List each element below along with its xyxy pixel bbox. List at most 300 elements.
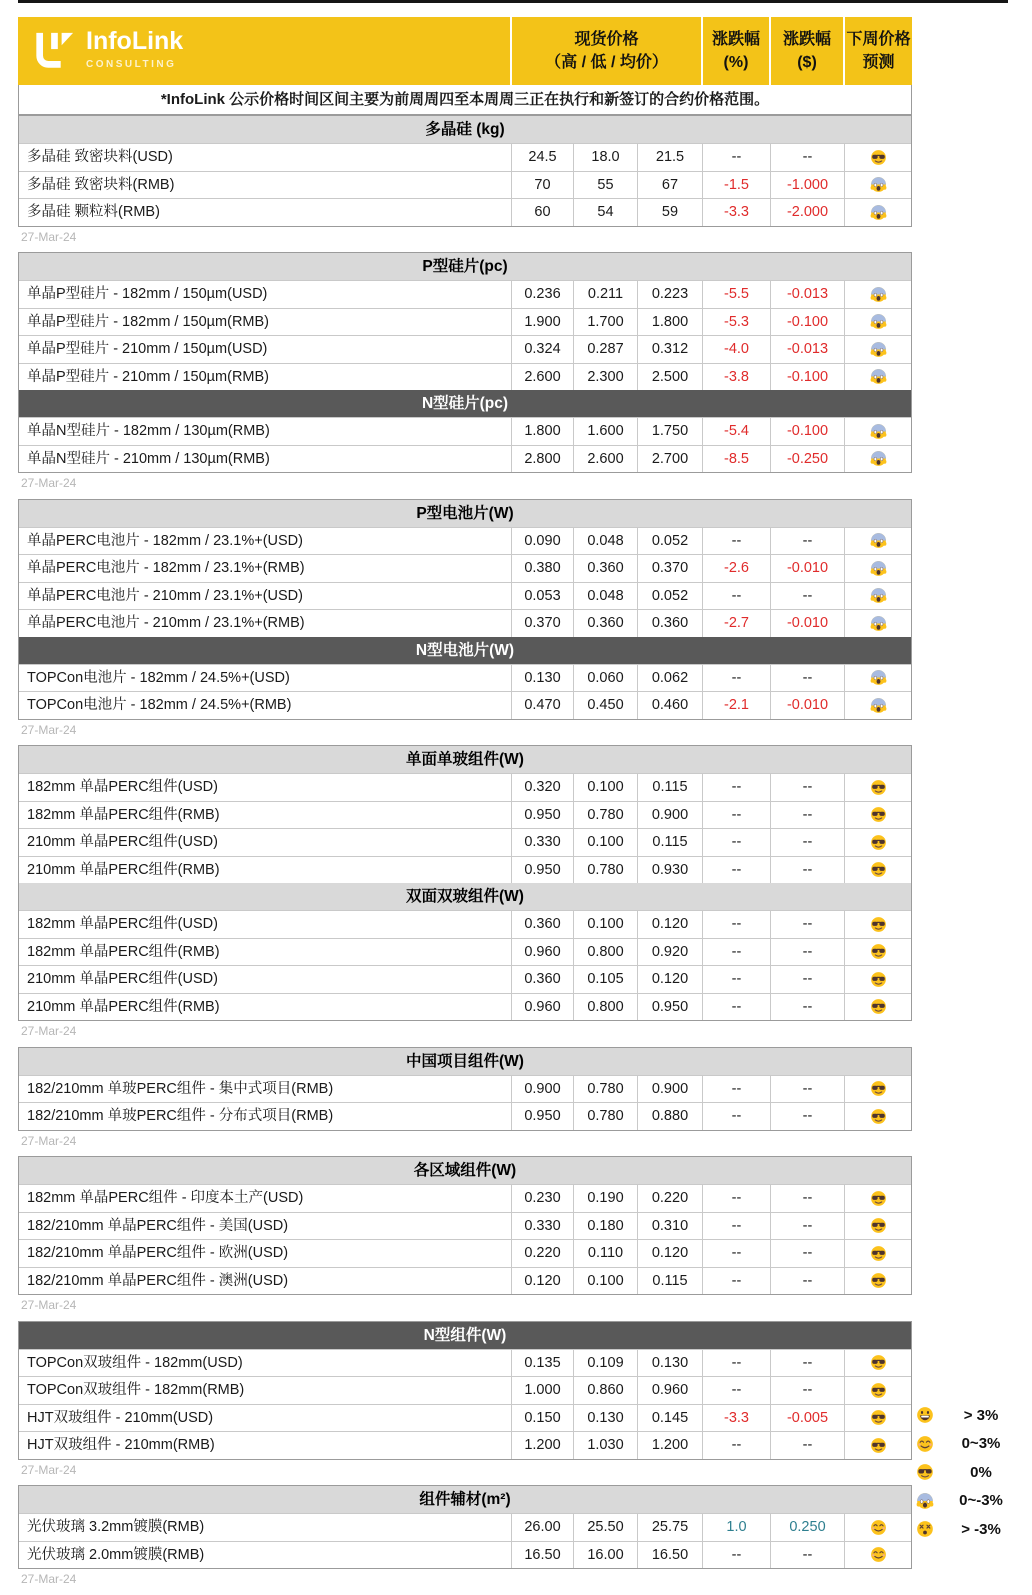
forecast-cell [844,665,911,692]
smiling-face-emoji-icon [870,1519,887,1536]
legend-label: 0~3% [961,1435,1001,1453]
price-row [19,856,911,884]
forecast-cell [844,528,911,555]
high-price: 2.600 [511,364,573,391]
price-row [19,1184,911,1212]
low-price: 0.287 [573,336,637,363]
legend-item [916,1430,1028,1459]
legend-label: 0~-3% [959,1492,1003,1510]
change-pct: -- [702,1240,770,1267]
spot-price-title: 现货价格 [574,30,639,48]
price-block [18,745,912,1021]
price-row [19,1431,911,1459]
change-usd: -- [770,583,844,610]
low-price: 0.060 [573,665,637,692]
product-label: 182/210mm 单晶PERC组件 - 澳洲(USD) [27,1272,289,1289]
section-header: P型硅片(pc) [19,253,911,280]
change-usd: -- [770,665,844,692]
section-header: N型硅片(pc) [19,390,911,417]
avg-price: 0.312 [637,336,702,363]
table-header [18,17,912,85]
section-header: N型组件(W) [19,1322,911,1349]
change-usd: -- [770,1542,844,1569]
price-row [19,1513,911,1541]
price-row [19,335,911,363]
price-block [18,115,912,227]
avg-price: 0.880 [637,1103,702,1130]
price-row [19,363,911,391]
change-usd: -0.100 [770,364,844,391]
screaming-face-emoji-icon [870,286,887,303]
high-price: 1.800 [511,418,573,445]
avg-price: 21.5 [637,144,702,171]
forecast-cell [844,1240,911,1267]
avg-price: 0.310 [637,1213,702,1240]
avg-price: 0.370 [637,555,702,582]
price-row [19,1102,911,1130]
price-table [18,17,912,1595]
change-usd: -- [770,857,844,884]
avg-price: 1.800 [637,309,702,336]
product-label: TOPCon电池片 - 182mm / 24.5%+(USD) [27,669,290,686]
change-usd: -- [770,1268,844,1295]
price-row [19,198,911,226]
change-usd: -- [770,1377,844,1404]
forecast-cell [844,1350,911,1377]
avg-price: 1.750 [637,418,702,445]
sunglasses-face-emoji-icon [870,1080,887,1097]
avg-price: 2.500 [637,364,702,391]
avg-price: 0.062 [637,665,702,692]
forecast-cell [844,1213,911,1240]
change-usd: -- [770,1213,844,1240]
price-row [19,910,911,938]
change-pct: -5.3 [702,309,770,336]
avg-price: 0.950 [637,994,702,1021]
low-price: 54 [573,199,637,226]
sunglasses-face-emoji-icon [870,1437,887,1454]
avg-price: 0.115 [637,774,702,801]
date-label: 27-Mar-24 [21,722,77,737]
forecast-cell [844,364,911,391]
forecast-cell [844,1432,911,1459]
change-pct: -- [702,1213,770,1240]
low-price: 1.030 [573,1432,637,1459]
date-label: 27-Mar-24 [21,1133,77,1148]
high-price: 0.470 [511,692,573,719]
forecast-cell [844,1542,911,1569]
avg-price: 0.145 [637,1405,702,1432]
price-row [19,417,911,445]
product-label: 182mm 单晶PERC组件(USD) [27,916,218,932]
legend-item [916,1458,1028,1487]
forecast-cell [844,829,911,856]
dizzy-face-emoji-icon [916,1520,934,1538]
sunglasses-face-emoji-icon [870,998,887,1015]
legend-label: > -3% [961,1520,1001,1538]
sunglasses-face-emoji-icon [870,1272,887,1289]
price-row [19,938,911,966]
change-pct: -- [702,857,770,884]
change-usd: -- [770,1350,844,1377]
smiling-face-emoji-icon [916,1435,934,1453]
price-sections [18,115,912,1595]
sunglasses-face-emoji-icon [870,971,887,988]
high-price: 26.00 [511,1514,573,1541]
change-pct: -- [702,1377,770,1404]
section-header: P型电池片(W) [19,500,911,527]
change-pct: -3.8 [702,364,770,391]
change-pct: -- [702,966,770,993]
forecast-cell [844,1377,911,1404]
change-pct: -- [702,829,770,856]
change-usd: -0.010 [770,692,844,719]
avg-price: 0.115 [637,829,702,856]
screaming-face-emoji-icon [870,697,887,714]
infolink-logo [18,17,510,85]
sunglasses-face-emoji-icon [870,149,887,166]
price-row [19,828,911,856]
forecast-cell [844,144,911,171]
low-price: 0.105 [573,966,637,993]
price-block [18,1156,912,1295]
product-label: 单晶P型硅片 - 182mm / 150µm(USD) [27,286,268,302]
avg-price: 0.115 [637,1268,702,1295]
forecast-cell [844,802,911,829]
sunglasses-face-emoji-icon [870,779,887,796]
price-row [19,664,911,692]
sunglasses-face-emoji-icon [870,1245,887,1262]
change-usd: -0.013 [770,336,844,363]
change-usd-subtitle: ($) [797,54,817,71]
avg-price: 0.920 [637,939,702,966]
price-row [19,1541,911,1569]
screaming-face-emoji-icon [870,423,887,440]
high-price: 1.000 [511,1377,573,1404]
forecast-cell [844,911,911,938]
avg-price: 25.75 [637,1514,702,1541]
product-label: 光伏玻璃 2.0mm镀膜(RMB) [27,1546,205,1563]
low-price: 0.780 [573,857,637,884]
sunglasses-face-emoji-icon [870,861,887,878]
product-label: TOPCon双玻组件 - 182mm(RMB) [27,1382,245,1398]
avg-price: 67 [637,172,702,199]
product-label: 单晶PERC电池片 - 182mm / 23.1%+(USD) [27,532,303,549]
change-pct: -- [702,939,770,966]
avg-price: 0.052 [637,528,702,555]
brand-subtitle: CONSULTING [86,59,177,71]
product-label: HJT双玻组件 - 210mm(USD) [27,1409,214,1426]
high-price: 0.236 [511,281,573,308]
screaming-face-emoji-icon [870,669,887,686]
screaming-face-emoji-icon [870,532,887,549]
high-price: 0.960 [511,994,573,1021]
price-row [19,1376,911,1404]
change-usd: -- [770,911,844,938]
forecast-cell [844,555,911,582]
change-usd: 0.250 [770,1514,844,1541]
low-price: 2.300 [573,364,637,391]
section-header: 多晶硅 (kg) [19,116,911,143]
high-price: 0.330 [511,1213,573,1240]
avg-price: 2.700 [637,446,702,473]
price-row [19,1212,911,1240]
high-price: 0.960 [511,939,573,966]
low-price: 0.110 [573,1240,637,1267]
sunglasses-face-emoji-icon [870,1217,887,1234]
high-price: 0.320 [511,774,573,801]
high-price: 1.200 [511,1432,573,1459]
price-row [19,609,911,637]
screaming-face-emoji-icon [916,1492,934,1510]
product-label: 单晶N型硅片 - 210mm / 130µm(RMB) [27,450,270,467]
low-price: 1.600 [573,418,637,445]
change-pct: -- [702,911,770,938]
legend-label: 0% [970,1463,992,1481]
price-block [18,499,912,720]
high-price: 0.900 [511,1076,573,1103]
low-price: 0.100 [573,911,637,938]
screaming-face-emoji-icon [870,313,887,330]
forecast-title: 下周价格 [846,30,911,48]
product-label: TOPCon电池片 - 182mm / 24.5%+(RMB) [27,697,292,713]
forecast-cell [844,994,911,1021]
change-pct: -- [702,1185,770,1212]
avg-price: 0.120 [637,911,702,938]
high-price: 0.324 [511,336,573,363]
avg-price: 59 [637,199,702,226]
forecast-cell [844,583,911,610]
high-price: 0.230 [511,1185,573,1212]
change-usd: -- [770,1076,844,1103]
avg-price: 1.200 [637,1432,702,1459]
change-pct: -2.6 [702,555,770,582]
product-label: 182/210mm 单晶PERC组件 - 美国(USD) [27,1217,289,1234]
screaming-face-emoji-icon [870,587,887,604]
change-usd: -- [770,994,844,1021]
forecast-cell [844,309,911,336]
sunglasses-face-emoji-icon [870,916,887,933]
change-usd: -- [770,1240,844,1267]
product-label: 182/210mm 单玻PERC组件 - 集中式项目(RMB) [27,1080,334,1097]
high-price: 0.360 [511,911,573,938]
date-label: 27-Mar-24 [21,1572,77,1586]
high-price: 70 [511,172,573,199]
price-row [19,554,911,582]
price-row [19,965,911,993]
sunglasses-face-emoji-icon [870,1108,887,1125]
price-row [19,1239,911,1267]
product-label: 多晶硅 颗粒料(RMB) [27,204,160,220]
change-usd: -- [770,802,844,829]
change-usd: -- [770,774,844,801]
change-usd: -0.250 [770,446,844,473]
change-pct-title: 涨跌幅 [711,30,760,48]
change-usd: -- [770,1103,844,1130]
screaming-face-emoji-icon [870,176,887,193]
sunglasses-face-emoji-icon [870,1382,887,1399]
high-price: 0.380 [511,555,573,582]
grinning-face-emoji-icon [916,1406,934,1424]
price-block [18,252,912,473]
forecast-cell [844,966,911,993]
high-price: 1.900 [511,309,573,336]
avg-price: 0.120 [637,966,702,993]
low-price: 0.450 [573,692,637,719]
low-price: 16.00 [573,1542,637,1569]
change-pct: -- [702,774,770,801]
low-price: 0.800 [573,994,637,1021]
disclaimer-note: *InfoLink 公示价格时间区间主要为前周周四至本周周三正在执行和新签订的合约价格范围。 [18,85,912,115]
high-price: 0.950 [511,1103,573,1130]
product-label: 单晶N型硅片 - 182mm / 130µm(RMB) [27,423,270,439]
price-row [19,1349,911,1377]
change-usd: -0.100 [770,418,844,445]
forecast-cell [844,610,911,637]
screaming-face-emoji-icon [870,368,887,385]
product-label: 210mm 单晶PERC组件(USD) [27,834,218,850]
change-pct: -- [702,144,770,171]
product-label: 182mm 单晶PERC组件(USD) [27,779,218,795]
low-price: 2.600 [573,446,637,473]
change-pct: -- [702,1542,770,1569]
product-label: 182/210mm 单晶PERC组件 - 欧洲(USD) [27,1245,289,1261]
change-usd: -- [770,1432,844,1459]
section-header: 中国项目组件(W) [19,1048,911,1075]
avg-price: 0.930 [637,857,702,884]
avg-price: 0.120 [637,1240,702,1267]
low-price: 0.180 [573,1213,637,1240]
low-price: 1.700 [573,309,637,336]
high-price: 0.330 [511,829,573,856]
low-price: 0.130 [573,1405,637,1432]
column-header-spot-price [510,17,701,85]
avg-price: 0.360 [637,610,702,637]
legend-item [916,1487,1028,1516]
change-usd: -0.100 [770,309,844,336]
product-label: 210mm 单晶PERC组件(RMB) [27,861,220,878]
price-row [19,582,911,610]
change-pct: -3.3 [702,1405,770,1432]
change-pct-subtitle: (%) [723,54,749,71]
change-pct: -2.7 [702,610,770,637]
price-row [19,773,911,801]
price-row [19,993,911,1021]
brand-name: InfoLink [86,27,184,56]
product-label: 单晶P型硅片 - 210mm / 150µm(RMB) [27,368,269,385]
forecast-legend [916,1401,1028,1544]
change-usd: -0.010 [770,610,844,637]
column-header-change-pct [701,17,769,85]
low-price: 0.211 [573,281,637,308]
forecast-subtitle: 预测 [862,54,895,71]
high-price: 0.053 [511,583,573,610]
change-pct: -- [702,994,770,1021]
sunglasses-face-emoji-icon [870,943,887,960]
low-price: 0.109 [573,1350,637,1377]
change-pct: -5.5 [702,281,770,308]
sunglasses-face-emoji-icon [870,1409,887,1426]
high-price: 2.800 [511,446,573,473]
product-label: TOPCon双玻组件 - 182mm(USD) [27,1354,243,1371]
change-usd-title: 涨跌幅 [782,30,831,48]
forecast-cell [844,1103,911,1130]
low-price: 25.50 [573,1514,637,1541]
product-label: 182mm 单晶PERC组件(RMB) [27,943,220,960]
change-pct: -- [702,1103,770,1130]
product-label: 182mm 单晶PERC组件 - 印度本土产(USD) [27,1190,304,1206]
brand-text [86,29,183,73]
product-label: 210mm 单晶PERC组件(RMB) [27,998,220,1015]
change-usd: -- [770,939,844,966]
section-header: 组件辅材(m²) [19,1486,911,1513]
high-price: 60 [511,199,573,226]
high-price: 0.950 [511,857,573,884]
change-usd: -2.000 [770,199,844,226]
column-header-forecast [843,17,912,85]
date-label: 27-Mar-24 [21,476,77,490]
product-label: 210mm 单晶PERC组件(USD) [27,971,218,987]
legend-label: > 3% [963,1406,999,1424]
low-price: 0.100 [573,1268,637,1295]
change-usd: -0.005 [770,1405,844,1432]
change-usd: -- [770,144,844,171]
price-row [19,1075,911,1103]
high-price: 0.950 [511,802,573,829]
high-price: 16.50 [511,1542,573,1569]
change-pct: -- [702,1076,770,1103]
screaming-face-emoji-icon [870,560,887,577]
avg-price: 0.220 [637,1185,702,1212]
product-label: 光伏玻璃 3.2mm镀膜(RMB) [27,1519,205,1535]
section-header: 单面单玻组件(W) [19,746,911,773]
product-label: 182mm 单晶PERC组件(RMB) [27,806,220,823]
high-price: 0.130 [511,665,573,692]
high-price: 24.5 [511,144,573,171]
high-price: 0.090 [511,528,573,555]
top-divider [18,0,1008,3]
date-label: 27-Mar-24 [21,1462,77,1477]
screaming-face-emoji-icon [870,450,887,467]
low-price: 55 [573,172,637,199]
low-price: 18.0 [573,144,637,171]
legend-item [916,1401,1028,1430]
screaming-face-emoji-icon [870,204,887,221]
date-label: 27-Mar-24 [21,1298,77,1312]
product-label: 单晶P型硅片 - 210mm / 150µm(USD) [27,341,268,357]
forecast-cell [844,1076,911,1103]
change-usd: -0.013 [770,281,844,308]
screaming-face-emoji-icon [870,615,887,632]
forecast-cell [844,1405,911,1432]
low-price: 0.780 [573,1103,637,1130]
date-label: 27-Mar-24 [21,1024,77,1038]
change-pct: -- [702,802,770,829]
avg-price: 0.130 [637,1350,702,1377]
price-block [18,1047,912,1131]
change-pct: -3.3 [702,199,770,226]
high-price: 0.360 [511,966,573,993]
price-row [19,280,911,308]
product-label: 单晶PERC电池片 - 182mm / 23.1%+(RMB) [27,560,305,576]
change-usd: -- [770,1185,844,1212]
avg-price: 0.900 [637,802,702,829]
change-pct: -- [702,1350,770,1377]
change-pct: -2.1 [702,692,770,719]
change-usd: -- [770,966,844,993]
product-label: 单晶P型硅片 - 182mm / 150µm(RMB) [27,313,269,330]
avg-price: 0.960 [637,1377,702,1404]
